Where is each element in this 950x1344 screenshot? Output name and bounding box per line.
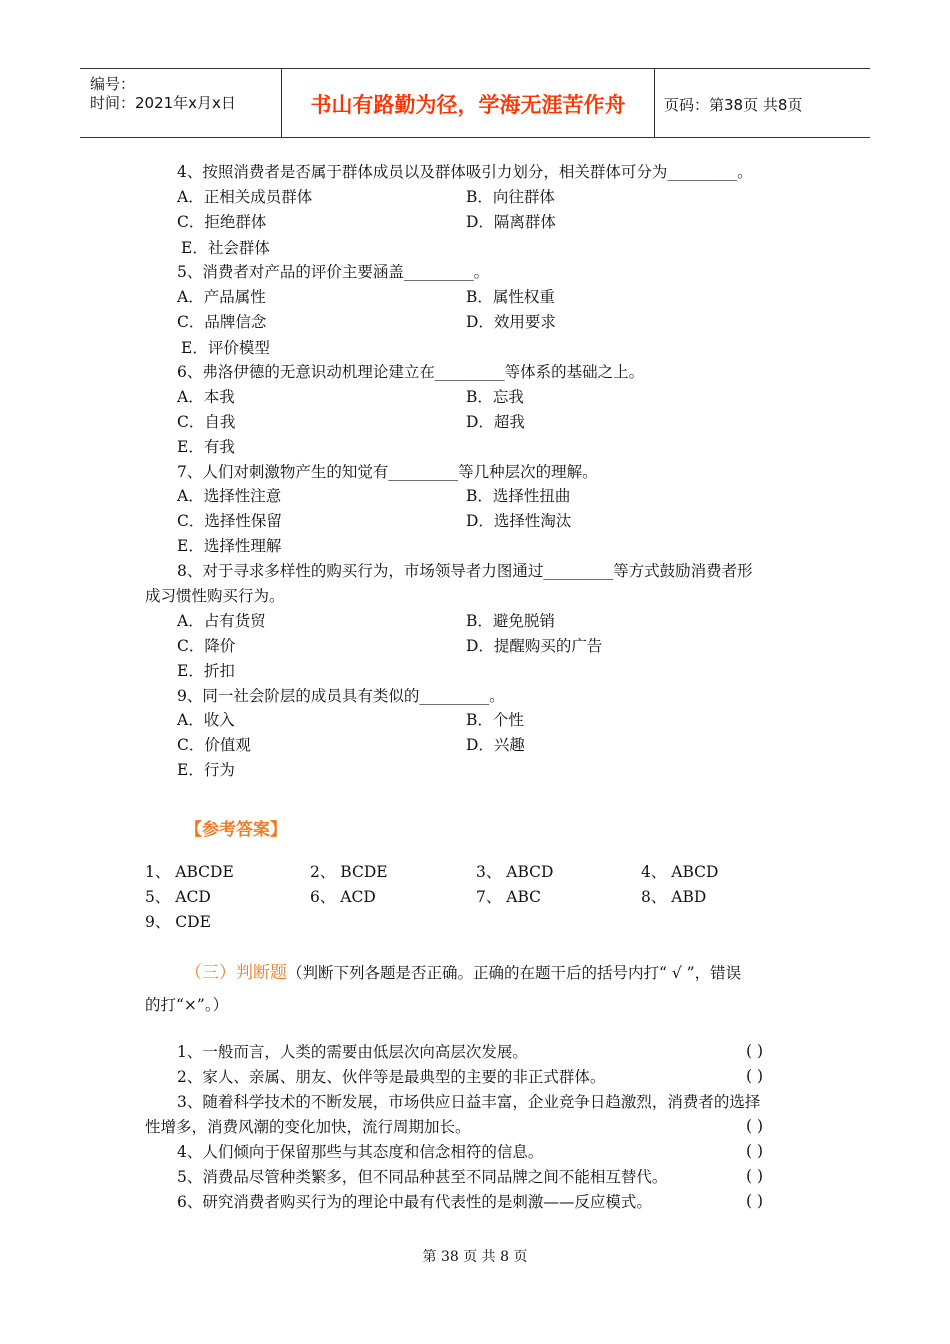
option-b: B．向往群体 — [466, 188, 555, 206]
option-e: E．选择性理解 — [177, 537, 282, 555]
judgement-intro-continuation: 的打“×”。） — [145, 996, 229, 1014]
question-stem: 4、按照消费者是否属于群体成员以及群体吸引力划分，相关群体可分为_________。 — [177, 163, 753, 181]
option-b: B．选择性扭曲 — [466, 487, 571, 505]
header-meta-cell — [80, 69, 280, 137]
option-a: A．选择性注意 — [177, 487, 282, 505]
option-c: C．价值观 — [177, 736, 251, 754]
question-stem-continuation: 成习惯性购买行为。 — [145, 587, 285, 605]
option-d: D．效用要求 — [466, 313, 556, 331]
judgement-title: （三）判断题 — [185, 963, 287, 983]
option-d: D．选择性淘汰 — [466, 512, 572, 530]
option-b: B．属性权重 — [466, 288, 555, 306]
option-b: B．避免脱销 — [466, 612, 555, 630]
answer-item: 1、 ABCDE — [145, 863, 234, 881]
judgement-item: 6、研究消费者购买行为的理论中最有代表性的是刺激——反应模式。 — [177, 1193, 652, 1211]
header-motto: 书山有路勤为径，学海无涯苦作舟 — [310, 93, 626, 117]
page-footer: 第 38 页 共 8 页 — [422, 1249, 528, 1265]
judgement-item: 2、家人、亲属、朋友、伙伴等是最典型的主要的非正式群体。 — [177, 1068, 606, 1086]
answer-item: 7、 ABC — [476, 888, 542, 906]
document-header — [80, 68, 870, 138]
option-a: A．正相关成员群体 — [177, 188, 313, 206]
option-b: B．个性 — [466, 711, 524, 729]
answer-parentheses: ( ) — [746, 1042, 764, 1060]
judgement-item-continuation: 性增多，消费风潮的变化加快，流行周期加长。 — [145, 1118, 471, 1136]
judgement-intro: （判断下列各题是否正确。正确的在题干后的括号内打“ √ ”，错误 — [287, 964, 742, 982]
option-a: A．收入 — [177, 711, 235, 729]
answer-item: 6、 ACD — [310, 888, 376, 906]
option-c: C．拒绝群体 — [177, 213, 267, 231]
header-page-cell — [654, 69, 870, 137]
option-e: E．折扣 — [177, 662, 235, 680]
answer-item: 3、 ABCD — [476, 863, 554, 881]
answer-item: 8、 ABD — [641, 888, 707, 906]
judgement-item: 4、人们倾向于保留那些与其态度和信念相符的信息。 — [177, 1143, 544, 1161]
judgement-heading — [185, 963, 741, 983]
answer-parentheses: ( ) — [746, 1067, 764, 1085]
answer-item: 9、 CDE — [145, 913, 211, 931]
option-e: E．有我 — [177, 438, 235, 456]
option-c: C．选择性保留 — [177, 512, 282, 530]
header-page-label: 页码：第38页 共8页 — [664, 96, 803, 114]
option-c: C．品牌信念 — [177, 313, 267, 331]
question-stem: 6、弗洛伊德的无意识动机理论建立在_________等体系的基础之上。 — [177, 363, 645, 381]
option-d: D．兴趣 — [466, 736, 525, 754]
option-c: C．降价 — [177, 637, 236, 655]
option-c: C．自我 — [177, 413, 236, 431]
answer-parentheses: ( ) — [746, 1167, 764, 1185]
question-stem: 9、同一社会阶层的成员具有类似的_________。 — [177, 687, 505, 705]
answer-item: 2、 BCDE — [310, 863, 388, 881]
document-time-label: 时间：2021年x月x日 — [90, 94, 236, 112]
option-e: E．行为 — [177, 761, 235, 779]
answer-item: 4、 ABCD — [641, 863, 719, 881]
question-stem: 7、人们对刺激物产生的知觉有_________等几种层次的理解。 — [177, 463, 598, 481]
question-stem: 5、消费者对产品的评价主要涵盖_________。 — [177, 263, 490, 281]
answer-parentheses: ( ) — [746, 1192, 764, 1210]
option-d: D．提醒购买的广告 — [466, 637, 603, 655]
document-number-label: 编号： — [90, 75, 136, 93]
judgement-item: 1、一般而言，人类的需要由低层次向高层次发展。 — [177, 1043, 528, 1061]
option-e: E．评价模型 — [181, 339, 270, 357]
option-a: A．占有货贸 — [177, 612, 266, 630]
header-motto-cell — [281, 69, 655, 137]
answer-parentheses: ( ) — [746, 1117, 764, 1135]
option-b: B．忘我 — [466, 388, 524, 406]
judgement-item: 3、随着科学技术的不断发展，市场供应日益丰富，企业竞争日趋激烈，消费者的选择 — [177, 1093, 761, 1111]
answer-item: 5、 ACD — [145, 888, 211, 906]
answer-parentheses: ( ) — [746, 1142, 764, 1160]
option-d: D．超我 — [466, 413, 525, 431]
option-a: A．产品属性 — [177, 288, 266, 306]
option-d: D．隔离群体 — [466, 213, 556, 231]
judgement-item: 5、消费品尽管种类繁多，但不同品种甚至不同品牌之间不能相互替代。 — [177, 1168, 668, 1186]
question-stem: 8、对于寻求多样性的购买行为，市场领导者力图通过_________等方式鼓励消费者形 — [177, 562, 753, 580]
option-e: E．社会群体 — [181, 239, 270, 257]
answers-title: 【参考答案】 — [185, 820, 287, 840]
option-a: A．本我 — [177, 388, 235, 406]
